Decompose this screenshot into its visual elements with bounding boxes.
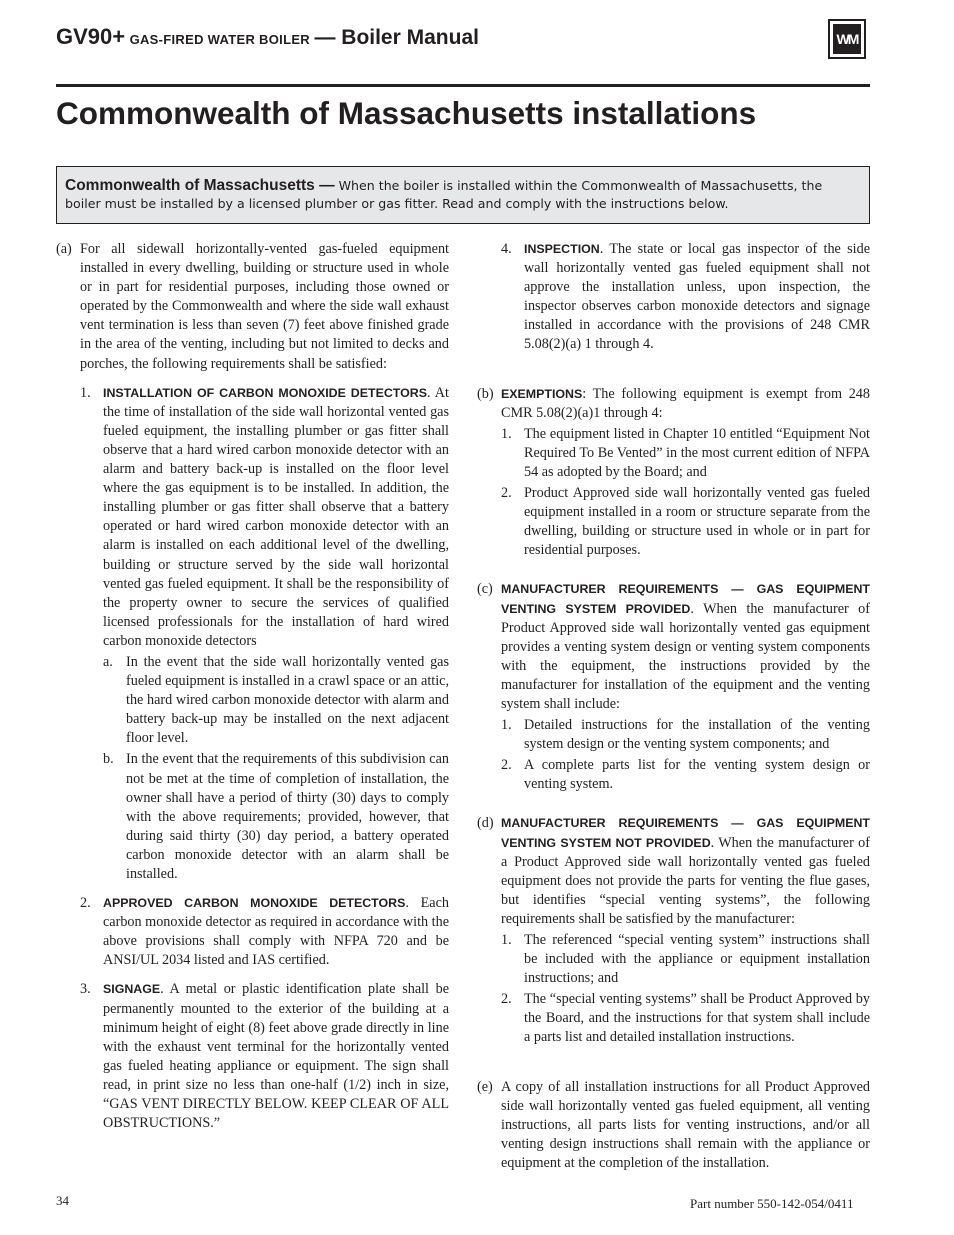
item-2-body: . Each carbon monoxide detector as required in accordance with the above provisions shall comply with NFPA 720 and be ANSI/UL 2034 listed and IAS certified. <box>103 895 449 969</box>
section-b-text <box>501 385 870 423</box>
d-item-1-text: The referenced “special venting system” instructions shall be included with the appliance or equipment installation instructions; and <box>524 932 870 987</box>
section-c-text <box>501 580 870 714</box>
section-c-item-1 <box>477 716 870 754</box>
section-d-heading: MANUFACTURER REQUIREMENTS — GAS EQUIPMENT VENTING SYSTEM NOT PROVIDED <box>501 816 870 850</box>
item-1-sub-a <box>56 653 449 748</box>
b-item-2-number: 2. <box>501 485 512 502</box>
section-c <box>477 580 870 714</box>
callout-lead: Commonwealth of Massachusetts — <box>65 177 335 194</box>
b-item-1-number: 1. <box>501 425 512 442</box>
section-b-item-2 <box>477 484 870 560</box>
item-4-body: . The state or local gas inspector of the side wall horizontally vented gas fueled equipment shall not approve the installation unless, upon inspection, the inspector observes carbon monoxide detectors and signage installed in accordance with the provisions of 248 CMR 5.08(2)(a) 1 through 4. <box>524 241 870 353</box>
item-2-number: 2. <box>80 895 91 912</box>
section-e-text: A copy of all installation instructions for all Product Approved side wall horizontally vented gas fueled equipment, all venting instructions, all parts lists for venting instructions, and/or all venting design instructions shall remain with the appliance or equipment at the completion of the installation. <box>501 1078 870 1171</box>
item-1-body: . At the time of installation of the side wall horizontal vented gas fueled equipment, the installing plumber or gas fitter shall observe that a hard wired carbon monoxide detector with an alarm and battery back-up is installed on the floor level where the gas equipment is to be installed. In addition, the installing plumber or gas fitter shall observe that a battery operated or hard wired carbon monoxide detector with an alarm is installed on each additional level of the dwelling, building or structure served by the side wall horizontal vented gas fueled equipment. It shall be the responsibility of the property owner to secure the services of qualified licensed professionals for the installation of hard wired carbon monoxide detectors <box>103 384 449 649</box>
page-number: 34 <box>56 1193 69 1208</box>
callout-body: When the boiler is installed within the Commonwealth of Massachusetts, the boiler must be installed by a licensed plumber or gas fitter. Read and comply with the instructions below. <box>65 178 823 211</box>
left-column <box>56 240 449 1133</box>
section-b-heading: EXEMPTIONS <box>501 386 583 401</box>
item-2-heading: APPROVED CARBON MONOXIDE DETECTORS <box>103 896 406 911</box>
d-item-2-number: 2. <box>501 991 512 1008</box>
item-3-number: 3. <box>80 981 91 998</box>
header-rule <box>56 84 870 87</box>
section-b-body: : The following equipment is exempt from 248 CMR 5.08(2)(a)1 through 4: <box>501 385 870 421</box>
header-subtitle: GAS-FIRED WATER BOILER <box>129 32 310 47</box>
section-c-item-2 <box>477 756 870 794</box>
c-item-2-number: 2. <box>501 757 512 774</box>
section-c-body: . When the manufacturer of Product Approved side wall horizontally vented gas equipment provides a venting system design or venting system components with the equipment, the instructions provided by the manufacturer for installation of the equipment and the venting system shall include: <box>501 600 870 712</box>
item-1 <box>56 384 449 651</box>
massachusetts-callout <box>56 166 870 224</box>
item-1-heading: INSTALLATION OF CARBON MONOXIDE DETECTORS <box>103 385 427 400</box>
d-item-1-number: 1. <box>501 932 512 948</box>
brand-logo <box>828 19 866 59</box>
right-column <box>477 240 870 1173</box>
item-3 <box>56 980 449 1133</box>
item-3-text <box>103 980 449 1133</box>
sub-a-text: In the event that the side wall horizontally vented gas fueled equipment is installed in a crawl space or an attic, the hard wired carbon monoxide detector with alarm and battery back-up may be installed on the next adjacent floor level. <box>126 653 449 747</box>
item-1-sub-b <box>56 750 449 884</box>
item-4 <box>477 240 870 355</box>
section-d-item-2 <box>477 990 870 1047</box>
section-b-item-1 <box>477 425 870 482</box>
item-3-body: . A metal or plastic identification plate shall be permanently mounted to the exterior of the building at a minimum height of eight (8) feet above grade directly in line with the exhaust vent terminal for the horizontally vented gas fueled heating appliance or equipment. The sign shall read, in print size no less than one-half (1/2) inch in size, “GAS VENT DIRECTLY BELOW. KEEP CLEAR OF ALL OBSTRUCTIONS.” <box>103 981 449 1132</box>
item-2-text <box>103 894 449 970</box>
section-a-text: For all sidewall horizontally-vented gas-fueled equipment installed in every dwelling, building or structure used in whole or in part for residential purposes, including those owned or operated by the Commonwealth and where the side wall exhaust vent termination is less than seven (7) feet above finished grade in the area of the venting, including but not limited to decks and porches, the following requirements shall be satisfied: <box>80 241 449 372</box>
section-c-label: (c) <box>477 581 493 598</box>
section-e-label: (e) <box>477 1078 493 1095</box>
section-a-label: (a) <box>56 241 72 257</box>
item-3-heading: SIGNAGE <box>103 982 161 997</box>
section-d-text <box>501 814 870 929</box>
item-4-heading: INSPECTION <box>524 242 600 256</box>
b-item-1-text: The equipment listed in Chapter 10 entitled “Equipment Not Required To Be Vented” in the most current edition of NFPA 54 as adopted by the Board; and <box>524 425 870 480</box>
c-item-1-text: Detailed instructions for the installation of the venting system design or the venting system components; and <box>524 717 870 753</box>
section-c-heading: MANUFACTURER REQUIREMENTS — GAS EQUIPMENT VENTING SYSTEM PROVIDED <box>501 582 870 616</box>
page-title: Commonwealth of Massachusetts installations <box>56 95 757 131</box>
part-number: Part number 550-142-054/0411 <box>690 1196 854 1211</box>
running-header <box>56 24 479 50</box>
sub-a-label: a. <box>103 653 113 670</box>
section-d-item-1 <box>477 931 870 988</box>
sub-b-label: b. <box>103 751 114 768</box>
section-d-body: . When the manufacturer of a Product Approved side wall horizontally vented gas fueled equipment does not provide the parts for venting the flue gases, but identifies “special venting systems”, the following requirements shall be satisfied by the manufacturer: <box>501 834 870 927</box>
b-item-2-text: Product Approved side wall horizontally vented gas fueled equipment installed in a room or structure separate from the dwelling, building or structure used in whole or in part for residential purposes. <box>524 485 870 559</box>
sub-b-text: In the event that the requirements of this subdivision can not be met at the time of completion of installation, the owner shall have a period of thirty (30) days to comply with the above requirements; provided, however, that during said thirty (30) day period, a battery operated carbon monoxide detector with an alarm shall be installed. <box>126 751 449 882</box>
section-b-label: (b) <box>477 385 494 402</box>
item-1-text <box>103 384 449 651</box>
item-4-text <box>524 240 870 355</box>
section-d-label: (d) <box>477 815 494 832</box>
item-4-number: 4. <box>501 241 512 257</box>
d-item-2-text: The “special venting systems” shall be Product Approved by the Board, and the instructions for that system shall include a parts list and detailed installation instructions. <box>524 991 870 1046</box>
c-item-1-number: 1. <box>501 717 512 734</box>
brand-logo-mark: WM <box>833 24 861 54</box>
model-name: GV90+ <box>56 24 126 49</box>
item-2 <box>56 894 449 970</box>
section-a <box>56 240 449 374</box>
section-e <box>477 1078 870 1173</box>
c-item-2-text: A complete parts list for the venting system design or venting system. <box>524 757 870 793</box>
header-title: — Boiler Manual <box>314 26 479 49</box>
item-1-number: 1. <box>80 384 91 401</box>
section-d <box>477 814 870 929</box>
section-b <box>477 385 870 423</box>
